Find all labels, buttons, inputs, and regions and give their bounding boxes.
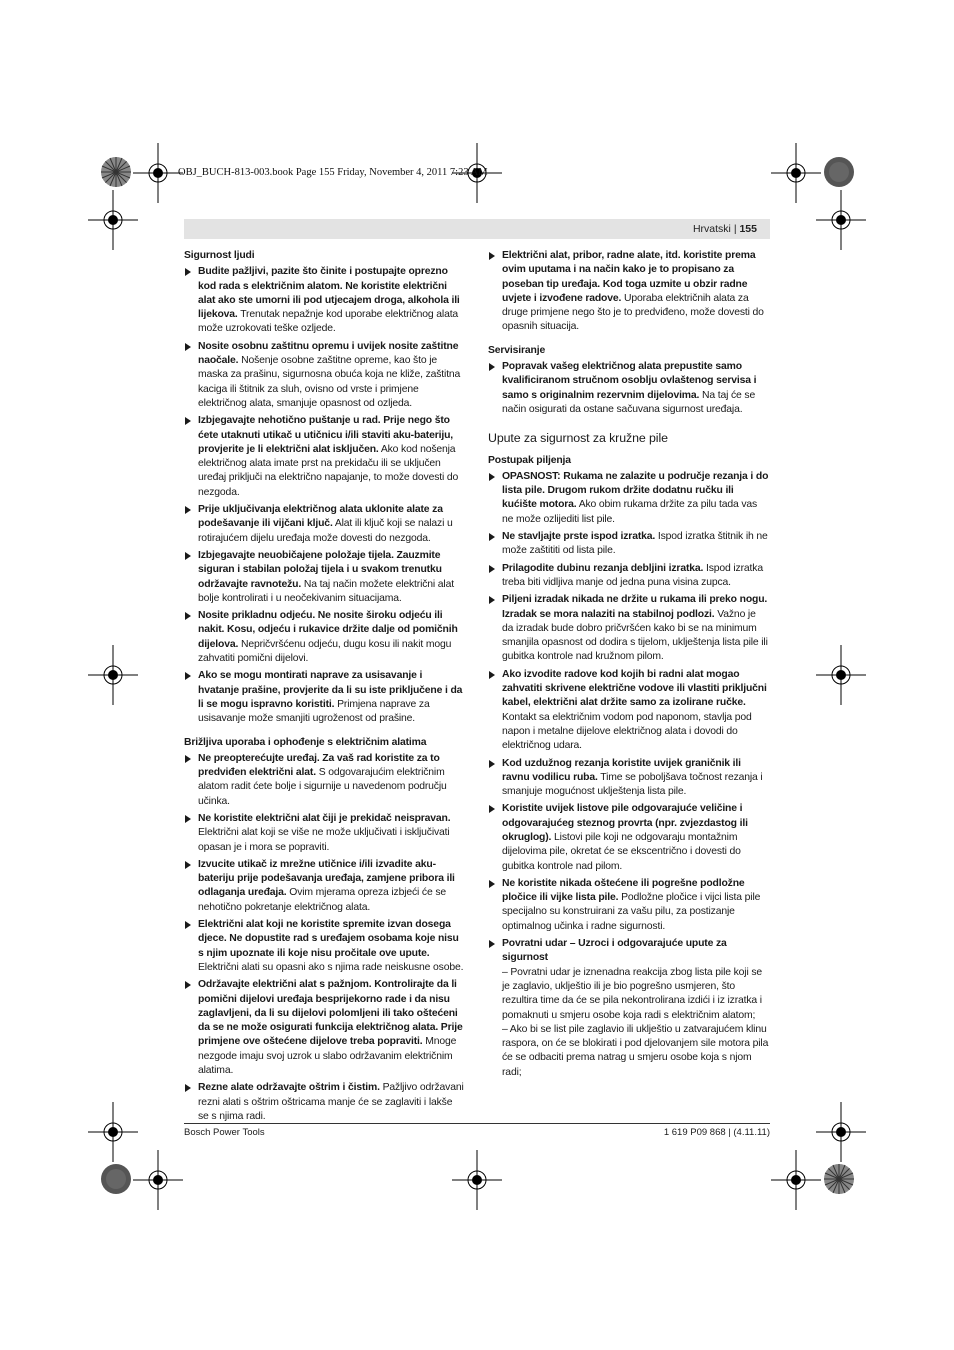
safety-item-bold: Rezne alate održavajte oštrim i čistim. — [198, 1082, 380, 1094]
safety-item — [488, 249, 769, 335]
footer-doc-number: 1 619 P09 868 | (4.11.11) — [663, 1127, 770, 1138]
safety-item-text: Listovi pile koji ne odgovaraju montažnim dijelovima pile, okretat će se ekscentrično i dovesti do gubitka kontrole nad pilom. — [502, 831, 741, 872]
safety-item-text: Ispod izratka štitnik ih ne može zaštititi od lista pile. — [502, 531, 768, 557]
safety-item — [184, 978, 465, 1078]
safety-item — [184, 609, 465, 666]
bullet-arrow-icon — [185, 552, 191, 560]
safety-list — [488, 470, 769, 966]
safety-item-bold: Izvucite utikač iz mrežne utičnice i/ili izvadite aku-bateriju prije podešavanja uređaja, zamjene pribora ili odlaganja uređaja. — [198, 858, 455, 899]
bullet-arrow-icon — [185, 981, 191, 989]
safety-list — [184, 265, 465, 726]
kickback-line: – Povratni udar je iznenadna reakcija zbog lista pile koji se je zaglavio, uklještio ili je bio pogrešno usmjeren, što rezultira time da će se pila nekontrolirana izdići i iz izratka i pomaknuti u smjeru osobe koja radi s električnim alatom; — [502, 966, 763, 1021]
safety-item — [488, 802, 769, 873]
registration-mark-icon — [452, 1150, 502, 1210]
safety-item-text: Ispod izratka treba biti vidljiva manje od jedna puna visina zupca. — [502, 562, 763, 588]
safety-item-bold: Piljeni izradak nikada ne držite u rukama ili preko nogu. Izradak se mora nalaziti na stabilnoj podlozi. — [502, 594, 768, 620]
safety-item-bold: Prije uključivanja električnog alata uklonite alate za podešavanje ili vijčani ključ. — [198, 504, 443, 530]
registration-mark-icon — [816, 190, 866, 250]
bullet-arrow-icon — [489, 805, 495, 813]
safety-item — [488, 360, 769, 417]
registration-mark-icon — [816, 1102, 866, 1162]
bullet-arrow-icon — [185, 815, 191, 823]
footer-brand: Bosch Power Tools — [184, 1127, 265, 1138]
header-text — [693, 223, 757, 235]
safety-item-text: Nošenje osobne zaštitne opreme, kao što je maska za prašinu, sigurnosna obuća koja ne kliže, zaštitna kaciga ili štitnik za sluh, ovisno od vrste i primjene električnog alata, smanjuje opasnost od ozljeda. — [198, 355, 461, 409]
bullet-arrow-icon — [185, 343, 191, 351]
bullet-arrow-icon — [185, 1084, 191, 1092]
safety-item-bold: Električni alat, pribor, radne alate, itd. koristite prema ovim uputama i na način kako je to propisano za poseban tip uređaja. Kod toga uzmite u obzir radne uvjete i izvođene radove. — [502, 250, 756, 304]
safety-item-text: Podložne pločice i vijci lista pile specijalno su konstruirani za vašu pilu, za postizanje optimalnog učinka i radne sigurnosti. — [502, 892, 761, 932]
section-heading-service: Servisiranje — [488, 344, 546, 356]
safety-item — [488, 562, 769, 591]
bullet-arrow-icon — [185, 672, 191, 680]
safety-item-text: Električni alat koji se više ne može uključivati i isključivati opasan je i mora se popraviti. — [198, 827, 450, 853]
safety-item-text: Trenutak nepažnje kod uporabe električnog alata može uzrokovati teške ozljede. — [198, 309, 459, 335]
safety-item-text: Uporaba električnih alata za druge primjene nego što je to predviđeno, može dovesti do opasnih situacija. — [502, 292, 764, 333]
safety-item — [488, 937, 769, 966]
safety-list — [488, 360, 769, 417]
safety-item-text: Na taj će se način osigurati da ostane sačuvana sigurnost uređaja. — [502, 389, 756, 415]
bullet-arrow-icon — [185, 755, 191, 763]
safety-list — [184, 752, 465, 1124]
safety-item-text: Ako kod nošenja električnog alata imate prst na prekidaču ili se uključen uređaj priključi na električno napajanje, to može dovesti do nezgoda. — [198, 443, 459, 498]
safety-item-bold: Koristite uvijek listove pile odgovarajuće veličine i odgovarajućeg steznog provrta (npr. zvjezdastog ili okruglog). — [502, 803, 748, 843]
safety-item-bold: Ako izvodite radove kod kojih bi radni alat mogao zahvatiti skrivene električne vodove ili vlastiti priključni kabel, električni alat držite samo za izolirane ručke. — [502, 668, 767, 709]
bullet-arrow-icon — [185, 268, 191, 276]
print-info-line: OBJ_BUCH-813-003.book Page 155 Friday, November 4, 2011 7:23 AM — [178, 167, 488, 178]
bullet-arrow-icon — [489, 940, 495, 948]
section-heading-personal-safety: Sigurnost ljudi — [184, 250, 255, 261]
bullet-arrow-icon — [489, 565, 495, 573]
safety-item-bold: Ako se mogu montirati naprave za usisavanje i hvatanje prašine, provjerite da li su iste priključene i da li se mogu ispravno koristiti. — [198, 670, 463, 710]
registration-mark-icon — [88, 190, 138, 250]
safety-item-text: Nepričvršćenu odjeću, dugu kosu ili nakit mogu zahvatiti pomični dijelovi. — [198, 638, 452, 665]
safety-item-bold: Popravak vašeg električnog alata prepustite samo kvalificiranom stručnom osoblju ovlaštenog servisa i samo s originalnim rezervnim dijelovima. — [502, 361, 757, 401]
safety-item-bold: Ne stavljajte prste ispod izratka. — [502, 531, 656, 543]
color-calibration-dial-icon — [823, 1163, 855, 1195]
safety-item-bold: Prilagodite dubinu rezanja debljini izratka. — [502, 562, 704, 574]
safety-item-bold: Izbjegavajte neuobičajene položaje tijela. Zauzmite siguran i stabilan položaj tijela i u svakom trenutku održavajte ravnotežu. — [198, 549, 442, 590]
safety-item — [488, 530, 769, 559]
safety-item-bold: Ne preopterećujte uređaj. Za vaš rad koristite za to predviđen električni alat. — [198, 752, 440, 779]
safety-item-text: Mnoge nezgode imaju svoj uzrok u slabo održavanim električnim alatima. — [198, 1036, 457, 1077]
safety-item — [184, 918, 465, 975]
bullet-arrow-icon — [489, 252, 495, 260]
safety-item-text: Električni alati su opasni ako s njima rade neiskusne osobe. — [198, 961, 464, 973]
left-column — [184, 249, 465, 1127]
safety-item-text: Alat ili ključ koji se nalazi u rotirajućem dijelu uređaja može dovesti do nezgoda. — [198, 518, 453, 544]
safety-item — [184, 752, 465, 809]
safety-item — [488, 668, 769, 754]
bullet-arrow-icon — [489, 363, 495, 371]
registration-mark-icon — [133, 143, 183, 203]
safety-item-bold: Kod uzdužnog rezanja koristite uvijek graničnik ili ravnu vodilicu ruba. — [502, 757, 741, 783]
page-header — [184, 219, 770, 239]
safety-item-text: Pažljivo održavani rezni alati s oštrim oštricama manje će se zaglaviti i lakše se s njima radi. — [198, 1082, 464, 1122]
safety-item-bold: OPASNOST: Rukama ne zalazite u područje rezanja i do lista pile. Drugom rukom držite dodatnu ručku ili kućište motora. — [502, 470, 769, 511]
safety-item — [488, 877, 769, 934]
safety-item — [184, 669, 465, 726]
main-heading-circular-saw: Upute za sigurnost za kružne pile — [488, 431, 668, 446]
right-column — [488, 249, 769, 1080]
bullet-arrow-icon — [489, 473, 495, 481]
safety-item — [488, 470, 769, 527]
safety-list — [488, 249, 769, 335]
safety-item-bold: Ne koristite nikada oštećene ili pogrešne podložne pločice ili vijke lista pile. — [502, 877, 745, 904]
registration-mark-icon — [771, 143, 821, 203]
safety-item-text: Na taj način možete električni alat bolje kontrolirati i u neočekivanim situacijama. — [198, 578, 454, 604]
safety-item — [184, 858, 465, 915]
footer-divider — [184, 1123, 770, 1124]
bullet-arrow-icon — [185, 861, 191, 869]
registration-mark-icon — [771, 1150, 821, 1210]
safety-item-text: Ako obim rukama držite za pilu tada vas ne može ozlijediti list pile. — [502, 499, 758, 525]
header-section: Hrvatski — [692, 223, 731, 235]
bullet-arrow-icon — [489, 596, 495, 604]
safety-item — [488, 593, 769, 664]
safety-item-bold: Električni alat koji ne koristite spremite izvan dosega djece. Ne dopustite rad s uređajem osobama koje nisu s njim upoznate ili koje nisu pročitale ove upute. — [198, 919, 459, 959]
safety-item-bold: Održavajte električni alat s pažnjom. Kontrolirajte da li pomični dijelovi uređaja besprijekorno rade i da nisu zaglavljeni, da li su dijelovi polomljeni ili tako oštećeni da se ne može osigurati funkcija električnog alata. Prije primjene ove oštećene dijelove treba popraviti. — [198, 979, 463, 1048]
bullet-arrow-icon — [185, 612, 191, 620]
safety-item-bold: Povratni udar – Uzroci i odgovarajuće upute za sigurnost — [502, 938, 727, 964]
safety-item-text: Time se poboljšava točnost rezanja i smanjuje mogućnost uklještenja lista pile. — [502, 771, 763, 798]
registration-mark-icon — [88, 1102, 138, 1162]
registration-mark-icon — [133, 1150, 183, 1210]
bullet-arrow-icon — [185, 506, 191, 514]
safety-item-bold: Budite pažljivi, pazite što činite i postupajte oprezno kod rada s električnim alatom. Ne koristite električni alat ako ste umorni ili pod utjecajem droga, alkohola ili lijekova. — [198, 266, 460, 321]
safety-item — [488, 757, 769, 800]
safety-item-bold: Nosite osobnu zaštitnu opremu i uvijek nosite zaštitne naočale. — [198, 340, 459, 367]
safety-item — [184, 1081, 465, 1124]
registration-mark-icon — [88, 645, 138, 705]
registration-mark-icon — [816, 645, 866, 705]
kickback-explanation — [488, 966, 769, 1080]
color-calibration-dial-icon — [100, 1163, 132, 1195]
safety-item-text: Ovim mjerama opreza izbjeći će se nehotično pokretanje električnog alata. — [198, 887, 447, 913]
section-heading-sawing: Postupak piljenja — [488, 454, 571, 466]
safety-item — [184, 340, 465, 411]
safety-item-text: Važno je da izradak bude dobro pričvršćen kako bi se na minimum smanjila opasnost od dodira s tijelom, uklještenja lista pile ili gubitka kontrole nad kružnom pilom. — [502, 608, 768, 663]
safety-item-text: S odgovarajućim električnim alatom radit ćete bolje i sigurnije u navedenom području učinka. — [198, 767, 447, 807]
bullet-arrow-icon — [489, 880, 495, 888]
bullet-arrow-icon — [489, 671, 495, 679]
safety-item-bold: Izbjegavajte nehotično puštanje u rad. Prije nego što ćete utaknuti utikač u utičnicu i/ili staviti aku-bateriju, provjerite je li električni alat isključen. — [198, 415, 454, 455]
safety-item — [184, 265, 465, 336]
section-heading-tool-use: Brižljiva uporaba i ophođenje s električnim alatima — [184, 736, 427, 748]
bullet-arrow-icon — [185, 417, 191, 425]
header-separator: | — [733, 223, 737, 235]
safety-item-bold: Ne koristite električni alat čiji je prekidač neispravan. — [198, 812, 451, 824]
safety-item — [184, 812, 465, 855]
bullet-arrow-icon — [489, 760, 495, 768]
bullet-arrow-icon — [185, 921, 191, 929]
safety-item-bold: Nosite prikladnu odjeću. Ne nosite široku odjeću ili nakit. Kosu, odjeću i rukavice držite dalje od pomičnih dijelova. — [198, 610, 458, 650]
color-calibration-dial-icon — [823, 156, 855, 188]
safety-item-text: Kontakt sa električnim vodom pod naponom, stavlja pod napon i metalne dijelove električnog alata i dovodi do električnog udara. — [502, 711, 752, 752]
kickback-line: – Ako bi se list pile zaglavio ili uklještio u zatvarajućem klinu raspora, on će se blokirati i pod djelovanjem sile motora pila će se odbaciti prema natrag u smjeru osobe koja s njom radi; — [502, 1023, 769, 1078]
bullet-arrow-icon — [489, 533, 495, 541]
page-number: 155 — [739, 223, 757, 235]
safety-item — [184, 549, 465, 606]
safety-item — [184, 414, 465, 500]
safety-item-text: Primjena naprave za usisavanje može smanjiti ugroženost od prašine. — [198, 698, 430, 725]
color-calibration-dial-icon — [100, 156, 132, 188]
safety-item — [184, 503, 465, 546]
